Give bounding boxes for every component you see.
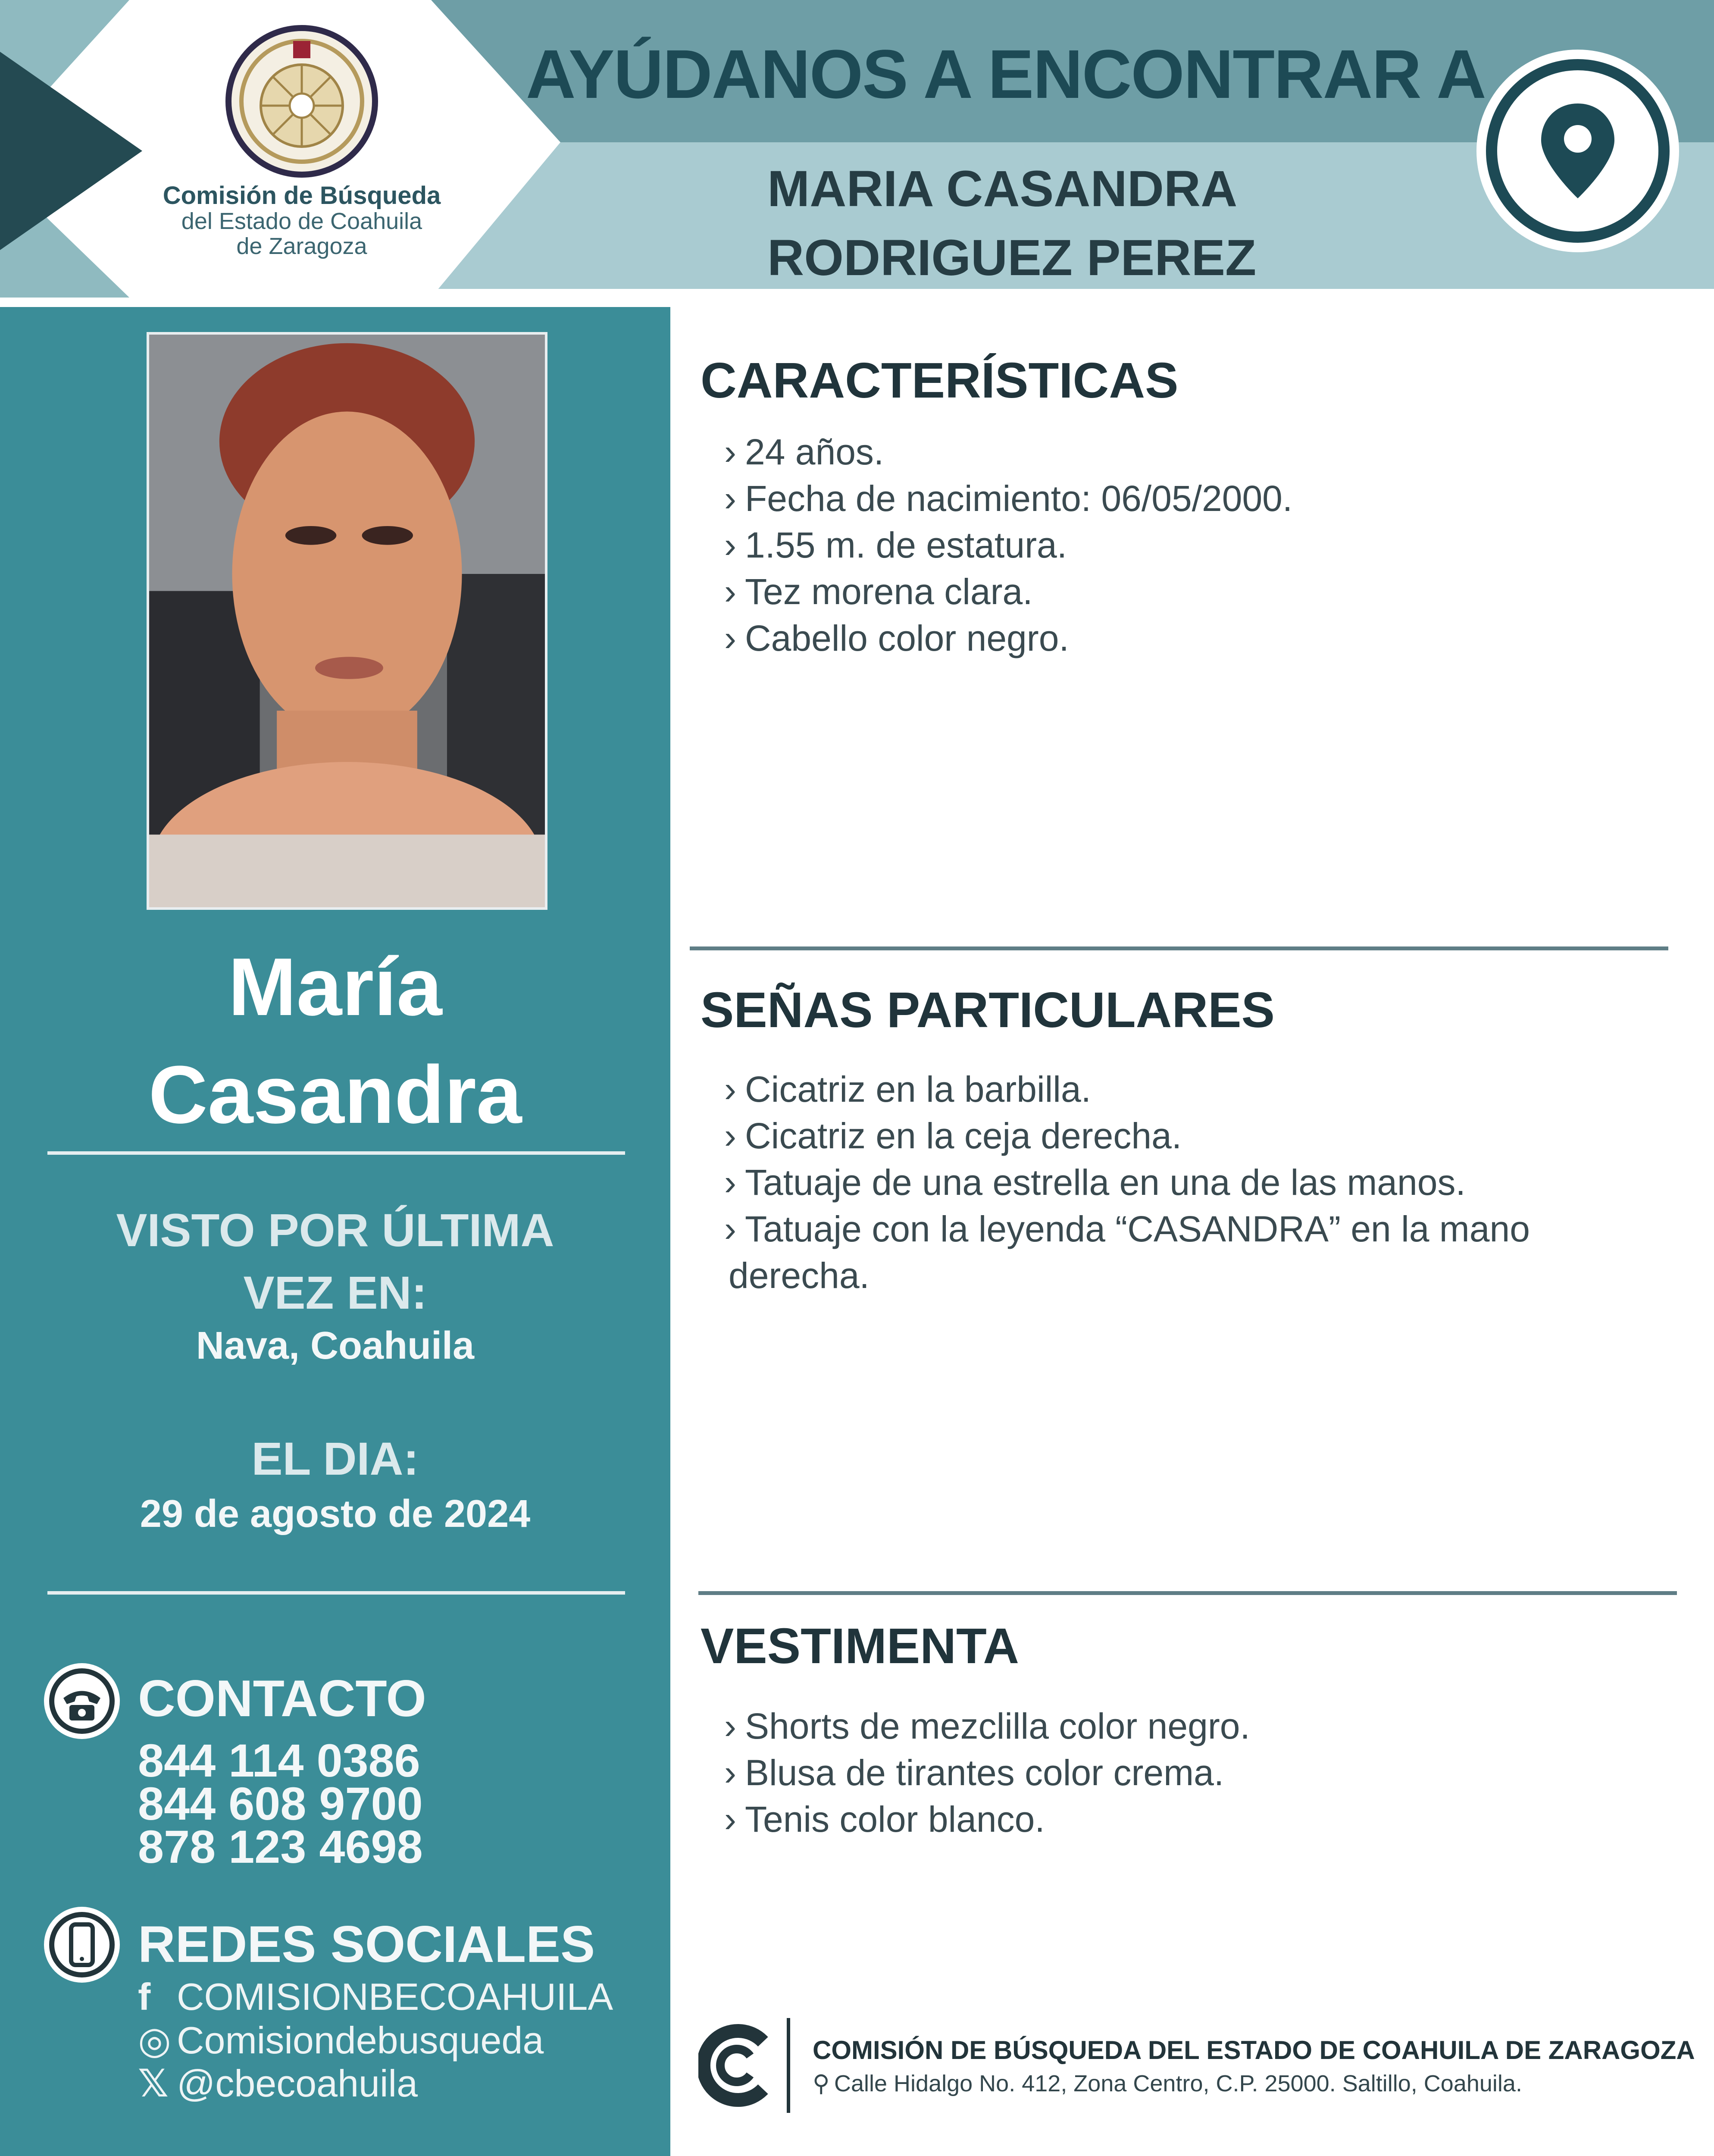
senas-title: SEÑAS PARTICULARES xyxy=(701,982,1275,1038)
item-text: Tatuaje con la leyenda “CASANDRA” en la mano xyxy=(745,1209,1530,1249)
section-divider xyxy=(690,946,1668,950)
x-handle: @cbecoahuila xyxy=(177,2062,418,2105)
sena-item xyxy=(724,1162,1466,1203)
vestimenta-title: VESTIMENTA xyxy=(701,1618,1019,1674)
item-text: Shorts de mezclilla color negro. xyxy=(745,1706,1250,1746)
address-text: Calle Hidalgo No. 412, Zona Centro, C.P. 25000. Saltillo, Coahuila. xyxy=(834,2071,1522,2096)
last-seen-place: Nava, Coahuila xyxy=(196,1324,475,1367)
chevron-right-icon: › xyxy=(724,432,736,472)
chevron-right-icon: › xyxy=(724,1706,736,1746)
telephone-icon xyxy=(41,1660,123,1742)
item-text: 24 años. xyxy=(745,432,884,472)
last-seen-label-line2: VEZ EN: xyxy=(243,1266,427,1319)
social-x[interactable] xyxy=(138,2061,418,2106)
vestimenta-item xyxy=(724,1705,1250,1747)
x-icon: 𝕏 xyxy=(138,2062,169,2105)
commission-c-logo xyxy=(698,2018,776,2113)
caracteristica-item xyxy=(724,478,1292,520)
chevron-right-icon: › xyxy=(724,1752,736,1793)
panel-divider xyxy=(47,1151,625,1155)
caracteristica-item xyxy=(724,524,1067,566)
full-name-line1: MARIA CASANDRA xyxy=(767,160,1238,217)
facebook-handle: COMISIONBECOAHUILA xyxy=(177,1975,613,2018)
chevron-right-icon: › xyxy=(724,1209,736,1249)
item-text: Tenis color blanco. xyxy=(745,1799,1045,1839)
instagram-handle: Comisiondebusqueda xyxy=(177,2019,544,2062)
footer-org-name: COMISIÓN DE BÚSQUEDA DEL ESTADO DE COAHUILA DE ZARAGOZA xyxy=(813,2036,1695,2065)
org-name-line1: Comisión de Búsqueda xyxy=(163,182,441,210)
contact-title: CONTACTO xyxy=(138,1670,426,1727)
chevron-right-icon: › xyxy=(724,525,736,565)
item-text: Blusa de tirantes color crema. xyxy=(745,1752,1224,1793)
full-name-line2: RODRIGUEZ PEREZ xyxy=(767,229,1257,286)
missing-person-photo xyxy=(147,332,547,910)
panel-divider xyxy=(47,1591,625,1595)
caracteristica-item xyxy=(724,617,1069,659)
org-name-line2: del Estado de Coahuila xyxy=(181,208,422,234)
vestimenta-item xyxy=(724,1799,1045,1840)
chevron-right-icon: › xyxy=(724,478,736,519)
item-text: Tatuaje de una estrella en una de las manos. xyxy=(745,1162,1466,1203)
item-text: Cicatriz en la barbilla. xyxy=(745,1069,1092,1109)
chevron-right-icon: › xyxy=(724,571,736,612)
org-name-line3: de Zaragoza xyxy=(236,233,367,259)
social-title: REDES SOCIALES xyxy=(138,1915,595,1973)
facebook-icon: f xyxy=(138,1975,151,2018)
footer-address xyxy=(813,2070,1522,2097)
sena-item-continuation: derecha. xyxy=(729,1255,870,1296)
location-pin-icon: ⚲ xyxy=(813,2071,830,2096)
phone-number[interactable]: 878 123 4698 xyxy=(138,1821,423,1873)
instagram-icon: ◎ xyxy=(138,2019,171,2062)
social-facebook[interactable] xyxy=(138,1975,613,2019)
caracteristicas-title: CARACTERÍSTICAS xyxy=(701,352,1179,408)
first-name-line2: Casandra xyxy=(148,1049,522,1141)
header-arrow-shape xyxy=(0,52,142,250)
phone-number[interactable]: 844 608 9700 xyxy=(138,1777,423,1830)
item-text: Cabello color negro. xyxy=(745,618,1069,658)
social-instagram[interactable] xyxy=(138,2018,544,2062)
commission-seal-logo xyxy=(224,24,379,179)
first-name-line1: María xyxy=(228,941,442,1033)
footer-divider xyxy=(787,2018,790,2113)
item-text: 1.55 m. de estatura. xyxy=(745,525,1067,565)
mobile-phone-icon xyxy=(41,1904,123,1986)
sena-item xyxy=(724,1208,1530,1250)
last-seen-label-line1: VISTO POR ÚLTIMA xyxy=(116,1204,554,1256)
chevron-right-icon: › xyxy=(724,1799,736,1839)
vestimenta-item xyxy=(724,1752,1224,1794)
sena-item xyxy=(724,1069,1091,1110)
poster-title: AYÚDANOS A ENCONTRAR A xyxy=(526,35,1486,113)
chevron-right-icon: › xyxy=(724,1162,736,1203)
section-divider xyxy=(698,1591,1677,1595)
last-seen-day-label: EL DIA: xyxy=(251,1432,419,1485)
item-text: Fecha de nacimiento: 06/05/2000. xyxy=(745,478,1293,519)
phone-number[interactable]: 844 114 0386 xyxy=(138,1734,420,1786)
caracteristica-item xyxy=(724,431,884,473)
chevron-right-icon: › xyxy=(724,618,736,658)
caracteristica-item xyxy=(724,571,1033,613)
location-pin-icon xyxy=(1474,47,1681,254)
item-text: Cicatriz en la ceja derecha. xyxy=(745,1116,1182,1156)
last-seen-day-value: 29 de agosto de 2024 xyxy=(140,1492,531,1536)
item-text: Tez morena clara. xyxy=(745,571,1033,612)
chevron-right-icon: › xyxy=(724,1069,736,1109)
chevron-right-icon: › xyxy=(724,1116,736,1156)
sena-item xyxy=(724,1115,1182,1157)
